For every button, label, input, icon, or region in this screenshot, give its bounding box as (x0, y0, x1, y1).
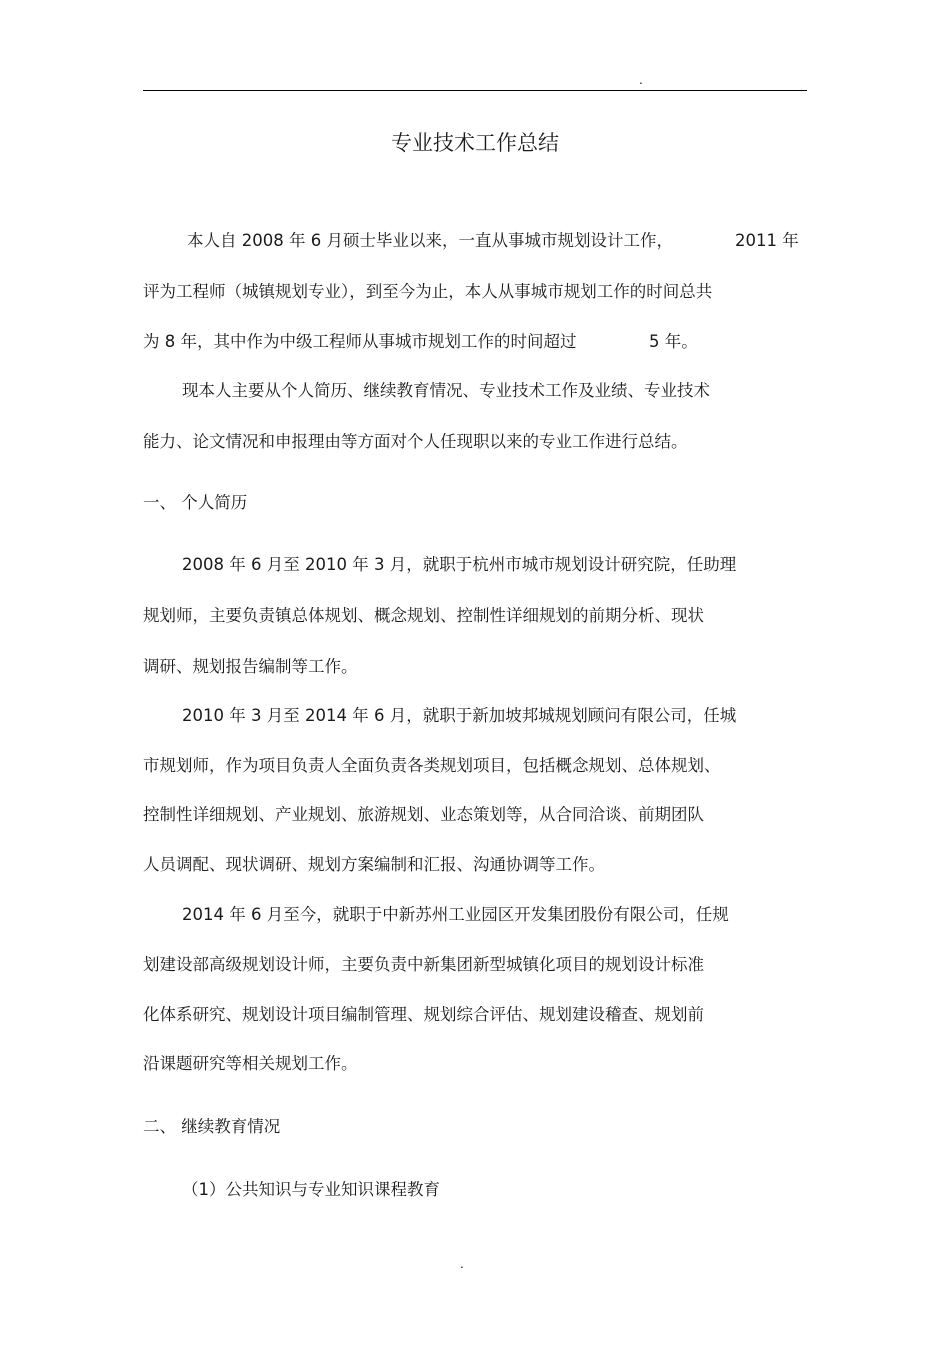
intro-line-1a: 本人自 2008 年 6 月硕士毕业以来，一直从事城市规划设计工作， (187, 231, 673, 250)
resume-p3-line-4: 沿课题研究等相关规划工作。 (143, 1054, 358, 1073)
resume-p2-line-2: 市规划师，作为项目负责人全面负责各类规划项目，包括概念规划、总体规划、 (143, 756, 721, 775)
resume-p1-line-3: 调研、规划报告编制等工作。 (143, 657, 358, 676)
section-2-heading: 二、 继续教育情况 (143, 1117, 281, 1136)
intro-line-3a: 为 8 年，其中作为中级工程师从事城市规划工作的时间超过 (143, 332, 577, 351)
summary-line-2: 能力、论文情况和申报理由等方面对个人任现职以来的专业工作进行总结。 (143, 432, 688, 451)
footer-dot: . (460, 1257, 464, 1271)
resume-p3-line-1: 2014 年 6 月至今，就职于中新苏州工业园区开发集团股份有限公司，任规 (182, 905, 729, 924)
section-2-subheading-1: （1）公共知识与专业知识课程教育 (182, 1180, 440, 1199)
section-1-heading: 一、 个人简历 (143, 493, 248, 512)
intro-line-2: 评为工程师（城镇规划专业），到至今为止，本人从事城市规划工作的时间总共 (143, 282, 713, 301)
resume-p3-line-3: 化体系研究、规划设计项目编制管理、规划综合评估、规划建设稽查、规划前 (143, 1005, 704, 1024)
resume-p2-line-3: 控制性详细规划、产业规划、旅游规划、业态策划等，从合同洽谈、前期团队 (143, 805, 704, 824)
resume-p2-line-1: 2010 年 3 月至 2014 年 6 月，就职于新加坡邦城规划顾问有限公司，任城 (182, 706, 737, 725)
resume-p2-line-4: 人员调配、现状调研、规划方案编制和汇报、沟通协调等工作。 (143, 855, 605, 874)
header-rule (143, 90, 807, 91)
intro-line-1b: 2011 年 (735, 231, 799, 250)
header-dot: . (639, 73, 643, 87)
resume-p1-line-2: 规划师，主要负责镇总体规划、概念规划、控制性详细规划的前期分析、现状 (143, 606, 704, 625)
resume-p1-line-1: 2008 年 6 月至 2010 年 3 月，就职于杭州市城市规划设计研究院，任助理 (182, 555, 737, 574)
resume-p3-line-2: 划建设部高级规划设计师，主要负责中新集团新型城镇化项目的规划设计标准 (143, 955, 704, 974)
summary-line-1: 现本人主要从个人简历、继续教育情况、专业技术工作及业绩、专业技术 (182, 381, 710, 400)
page-title: 专业技术工作总结 (391, 131, 559, 155)
intro-line-3b: 5 年。 (649, 332, 698, 351)
